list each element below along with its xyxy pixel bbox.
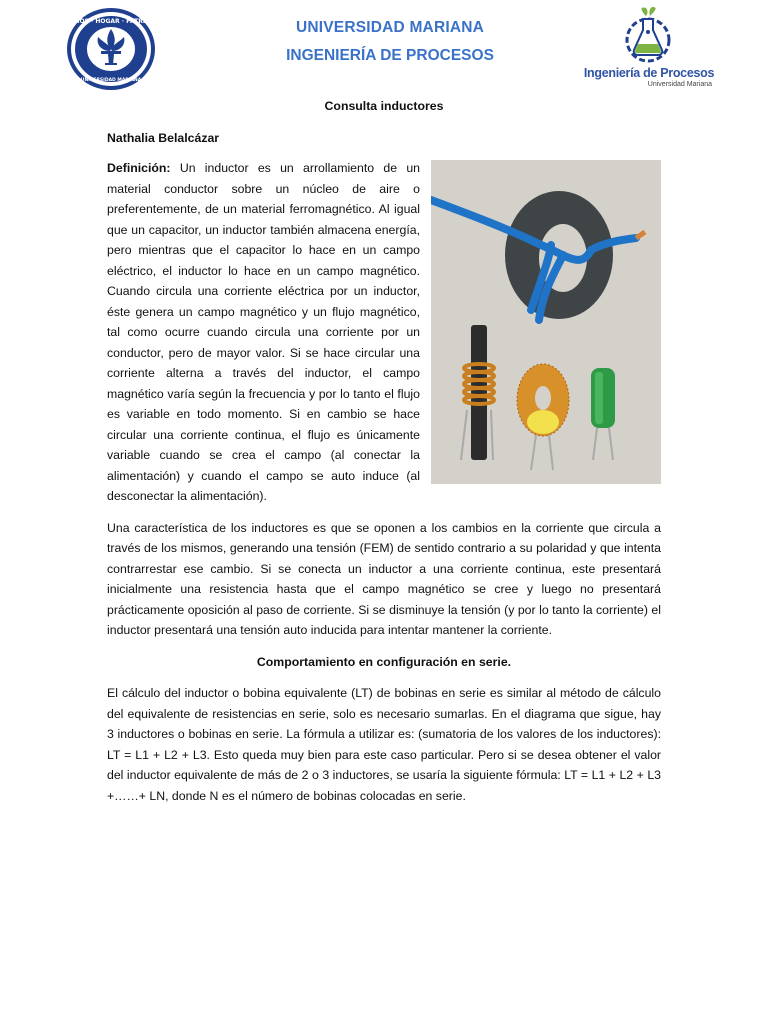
logo-subtitle: Universidad Mariana: [647, 81, 712, 88]
definition-label: Definición:: [107, 161, 171, 175]
document-title: Consulta inductores: [324, 99, 444, 113]
program-name: INGENIERÍA DE PROCESOS: [286, 47, 494, 64]
series-section-heading: Comportamiento en configuración en serie.: [256, 654, 512, 669]
definition-text: Un inductor es un arrollamiento de un material conductor sobre un núcleo de aire o preferentemente, de un material ferromagnético. Al igual que un capacitor, un inductor también almacena energía, pero mientras que el capacitor lo hace en un campo eléctrico, el inductor lo hace en un campo magnético. Cuando circula una corriente eléctrica por un inductor, éste genera un campo magnético y un flujo magnético, tal como ocurre cuando circula una corriente por un conductor, pero de mayor valor. Si se hace circular una corriente alterna a través del inductor, el campo magnético varía según la frecuencia y por lo tanto el flujo es variable en todo momento. Si en cambio se hace circular una corriente continua, el flujo es únicamente variable cuando se crea el campo (al conectar la alimentación) y cuando el campo se auto induce (al desconectar la alimentación).: [107, 161, 420, 503]
seal-bottom-text: UNIVERSIDAD MARIANA: [80, 78, 142, 83]
ingenieria-procesos-logo: [580, 6, 718, 90]
page-header: [230, 19, 550, 65]
logo-title: Ingeniería de Procesos: [583, 66, 715, 80]
flask-gear-icon: [580, 6, 718, 66]
characteristics-paragraph: Una característica de los inductores es que se oponen a los cambios en la corriente que circula a través de los mismos, generando una tensión (FEM) de sentido contrario a su polaridad y que intenta contrarrestar ese cambio. Si se conecta un inductor a una corriente continua, este presentará inicialmente una resistencia hasta que el campo magnético se cree y luego no presentará prácticamente oposición al paso de corriente. Si se disminuye la tensión (y por lo tanto la corriente) el inductor presentará una tensión auto inducida para intentar mantener la corriente.: [107, 520, 661, 637]
document-body: [107, 96, 661, 817]
universidad-mariana-seal-logo: [66, 7, 156, 91]
series-calculation-paragraph: El cálculo del inductor o bobina equivalente (LT) de bobinas en serie es similar al método de cálculo del equivalente de resistencias en serie, solo es necesario sumarlas. En el diagrama que sigue, hay 3 inductores o bobinas en serie. La fórmula a utilizar es: (sumatoria de los valores de los inductores): LT = L1 + L2 + L3. Esto queda muy bien para este caso particular. Pero si se desea obtener el valor del inductor equivalente de más de 2 o 3 inductores, se usaría la siguiente fórmula: LT = L1 + L2 + L3 +……+ LN, donde N es el número de bobinas colocadas en serie.: [107, 686, 661, 803]
author-name: Nathalia Belalcázar: [107, 130, 220, 145]
university-name: UNIVERSIDAD MARIANA: [295, 19, 485, 36]
inductors-photo: [431, 160, 661, 484]
seal-motto: DIOS · HOGAR · PATRIA: [72, 18, 150, 25]
